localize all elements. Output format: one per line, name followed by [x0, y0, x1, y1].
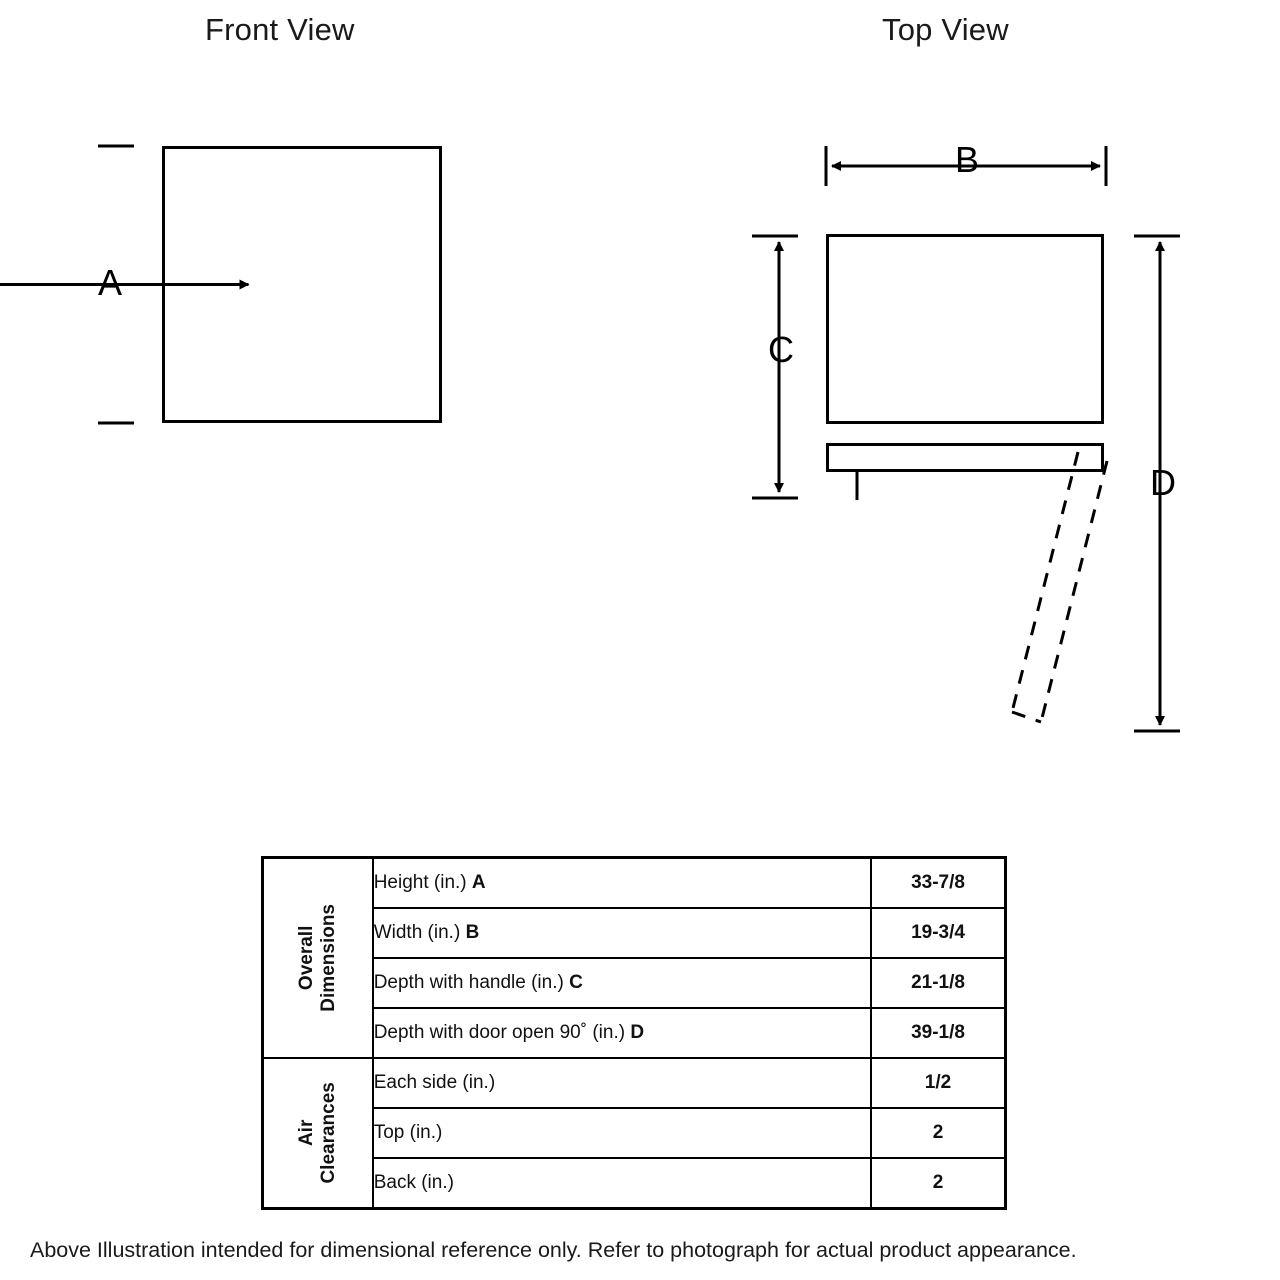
group-label-air-clearances: [263, 1058, 373, 1209]
group-label-line1: Air: [296, 1119, 317, 1147]
row-value-depth-door-open: 39-1/8: [871, 1008, 1006, 1058]
group-label-line2: Clearances: [317, 1082, 339, 1184]
row-value-back: 2: [871, 1158, 1006, 1209]
row-label-depth-handle: [373, 958, 871, 1008]
row-letter: A: [471, 872, 486, 893]
row-label-each-side: Each side (in.): [373, 1058, 871, 1108]
dimension-label-b: B: [955, 139, 980, 180]
row-label-text: Depth with handle (in.): [373, 972, 564, 993]
row-value-each-side: 1/2: [871, 1058, 1006, 1108]
row-letter: B: [465, 922, 480, 943]
table-row: [263, 958, 1006, 1008]
dimension-label-d: D: [1150, 462, 1176, 503]
row-letter: C: [569, 972, 583, 993]
table-row: [263, 858, 1006, 909]
row-letter: D: [630, 1022, 645, 1043]
group-label-line2: Dimensions: [317, 904, 339, 1012]
front-view-title: Front View: [205, 12, 355, 47]
row-label-depth-door-open: [373, 1008, 871, 1058]
table-row: [263, 1008, 1006, 1058]
table-row: [263, 908, 1006, 958]
top-view-cabinet-outline: [826, 234, 1104, 424]
row-value-depth-handle: 21-1/8: [871, 958, 1006, 1008]
row-label-width: [373, 908, 871, 958]
row-label-text: Width (in.): [373, 922, 461, 943]
table-row: [263, 1108, 1006, 1158]
footnote-text: Above Illustration intended for dimensional reference only. Refer to photograph for actual product appearance.: [30, 1238, 1077, 1262]
door-open-90-dashed: [1012, 452, 1107, 722]
dimensions-table: [261, 856, 1007, 1210]
top-view-title: Top View: [882, 12, 1009, 47]
row-label-height: [373, 858, 871, 909]
group-label-line1: Overall: [296, 925, 318, 991]
row-label-text: Depth with door open 90˚ (in.): [373, 1022, 626, 1043]
dimension-label-c: C: [768, 329, 794, 370]
front-view-cabinet-outline: [162, 146, 442, 423]
table-row: [263, 1058, 1006, 1108]
top-view-door-closed-outline: [826, 443, 1104, 472]
group-label-overall-dimensions: [263, 858, 373, 1059]
table-row: [263, 1158, 1006, 1209]
row-value-width: 19-3/4: [871, 908, 1006, 958]
dimension-label-a: A: [98, 262, 123, 303]
row-value-top: 2: [871, 1108, 1006, 1158]
row-label-top: Top (in.): [373, 1108, 871, 1158]
row-value-height: 33-7/8: [871, 858, 1006, 909]
row-label-back: Back (in.): [373, 1158, 871, 1209]
row-label-text: Height (in.): [373, 872, 467, 893]
